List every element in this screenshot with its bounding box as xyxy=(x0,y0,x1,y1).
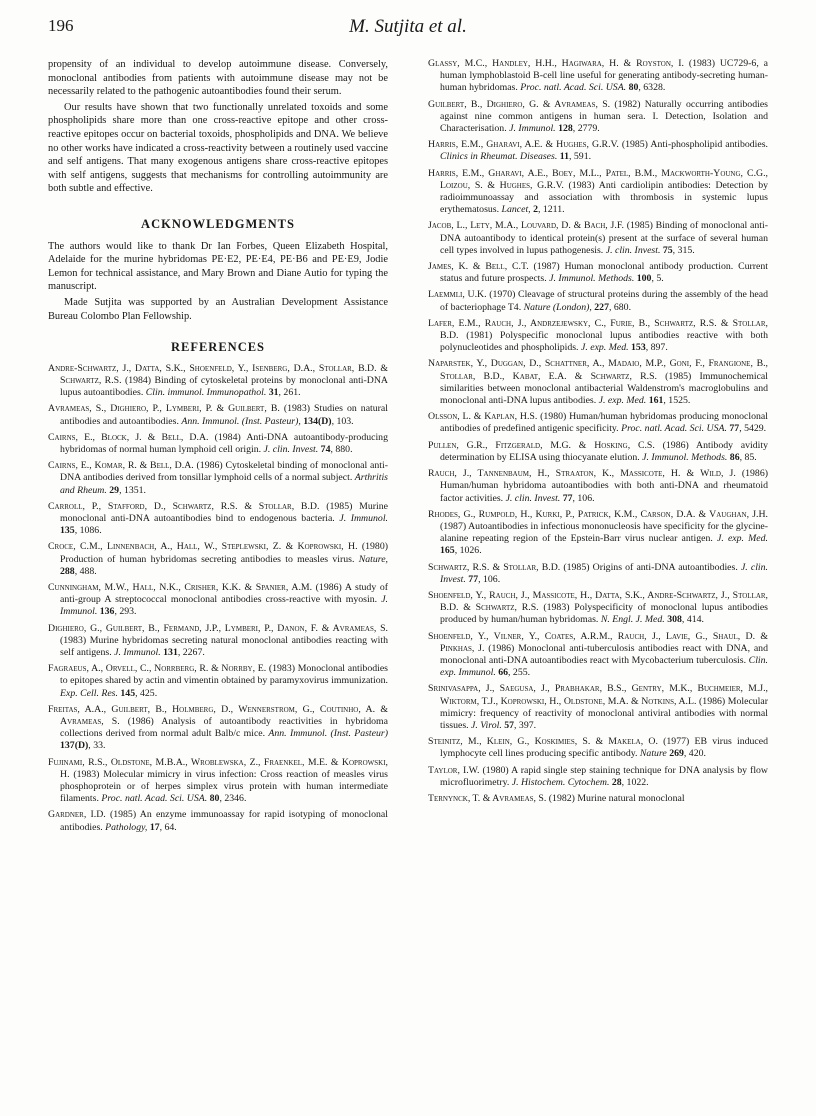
reference-journal: Arthritis and Rheum. xyxy=(60,472,388,496)
reference-authors: James, K. & Bell, C.T. xyxy=(428,261,529,273)
reference-entry xyxy=(428,590,768,627)
reference-journal: Proc. natl. Acad. Sci. USA. xyxy=(520,82,627,94)
reference-title: (1983) Studies on natural antibodies and autoantibodies. xyxy=(60,403,388,427)
reference-volume: 80 xyxy=(209,793,220,805)
reference-entry xyxy=(48,582,388,619)
reference-journal: J. Immunol. xyxy=(509,123,556,135)
reference-title: (1985) Origins of anti-DNA autoantibodies. xyxy=(563,561,738,573)
reference-volume: 135 xyxy=(60,525,75,537)
reference-volume: 145 xyxy=(120,687,136,699)
reference-pages: , 106. xyxy=(572,492,595,504)
reference-title: (1986) Monoclonal anti-tuberculosis antibodies react with DNA, and monoclonal anti-DNA autoantibodies react with Mycobacterium tuberculosis. xyxy=(440,642,768,666)
reference-authors: Shoenfeld, Y., Vilner, Y., Coates, A.R.M., Rauch, J., Lavie, G., Shaul, D. & Pinkhas, J. xyxy=(428,630,768,654)
reference-authors: Taylor, I.W. xyxy=(428,764,480,776)
reference-list-left xyxy=(48,363,388,834)
reference-entry xyxy=(428,440,768,464)
reference-title: (1986) A study of anti-group A streptococcal monoclonal antibodies cross-reactive with myosin. xyxy=(60,581,388,606)
intro-paragraph-1: propensity of an individual to develop autoimmune disease. Conversely, monoclonal antibodies from patients with autoimmune disease may not be necessarily related to the pathogenic autoantibodies found their serum. xyxy=(48,59,388,98)
reference-volume: 131 xyxy=(163,646,178,658)
reference-volume: 86 xyxy=(729,451,740,463)
reference-authors: Gardner, I.D. xyxy=(48,809,106,821)
reference-title: (1980) Production of human hybridomas secreting antibodies to measles virus. xyxy=(60,541,388,565)
reference-entry xyxy=(428,261,768,285)
reference-pages: , 2779. xyxy=(572,123,600,135)
reference-journal: Nature, xyxy=(358,553,388,565)
reference-volume: 31 xyxy=(268,387,279,399)
reference-volume: 77 xyxy=(562,492,573,504)
reference-title: (1983) Anti cardiolipin antibodies: Detection by radioimmunoassay and association with thrombosis in systemic lupus erythematosus. xyxy=(440,179,768,216)
acknowledgments-paragraph-2: Made Sutjita was supported by an Australian Development Assistance Bureau Colombo Plan Fellowship. xyxy=(48,296,388,322)
reference-title: (1986) Analysis of autoantibody reactivities in hybridoma collections derived from normal adult Balb/c mice. xyxy=(60,715,388,740)
reference-entry xyxy=(428,765,768,789)
left-column xyxy=(48,58,388,838)
reference-authors: Naparstek, Y., Duggan, D., Schattner, A., Madaio, M.P., Goni, F., Frangione, B., Stollar, B.D., Kabat, E.A. & Schwartz, R.S. xyxy=(428,358,768,382)
reference-journal: Nature xyxy=(639,748,667,760)
reference-journal: J. Virol. xyxy=(471,719,502,731)
reference-volume: 66 xyxy=(498,667,509,679)
reference-volume: 100 xyxy=(636,273,652,285)
reference-title: (1983) UC729-6, a human lymphoblastoid B-cell line useful for generating antibody-secreting human-human hybridomas. xyxy=(440,58,769,94)
reference-title: (1977) EB virus induced lymphocyte cell lines producing specific antibody. xyxy=(440,736,769,760)
reference-pages: , 103. xyxy=(331,415,354,427)
reference-title: (1987) Autoantibodies in infectious mononucleosis have specificity for the glycine-alanine repeating region of the Epstein-Barr virus nuclear antigen. xyxy=(440,520,768,545)
reference-journal: J. Immunol. Methods. xyxy=(642,451,728,463)
reference-journal: Clinics in Rheumat. Diseases. xyxy=(440,151,558,163)
reference-authors: Srinivasappa, J., Saegusa, J., Prabhakar, B.S., Gentry, M.K., Buchmeier, M.J., Wiktorm, T.J., Koprowski, H., Oldstone, M.A. & Notkins, A.L. xyxy=(428,683,768,707)
acknowledgments-heading: ACKNOWLEDGMENTS xyxy=(141,216,295,231)
page-number: 196 xyxy=(48,16,74,35)
reference-authors: Carroll, P., Stafford, D., Schwartz, R.S. & Stollar, B.D. xyxy=(48,500,320,512)
reference-entry xyxy=(428,509,768,558)
reference-title: (1985) Immunochemical similarities between monoclonal antibacterial Waldenstrom's macroglobulins and monoclonal anti-DNA lupus antibodies. xyxy=(440,370,769,407)
reference-volume: 75 xyxy=(662,244,673,256)
reference-title: (1980) A rapid single step staining technique for DNA analysis by flow microfluorimetry. xyxy=(440,764,769,788)
reference-volume: 269 xyxy=(669,748,684,760)
reference-volume: 161 xyxy=(648,395,664,407)
reference-volume: 136 xyxy=(99,606,115,618)
reference-authors: Pullen, G.R., Fitzgerald, M.G. & Hosking, C.S. xyxy=(428,439,655,451)
reference-authors: Rauch, J., Tannenbaum, H., Straaton, K., Massicote, H. & Wild, J. xyxy=(428,468,736,480)
reference-pages: , 425. xyxy=(135,687,158,699)
reference-title: (1985) Binding of monoclonal anti-DNA autoantibody to identical protein(s) present at the surface of several human cell types involved in lupus pathogenesis. xyxy=(440,220,769,256)
reference-authors: Croce, C.M., Linnenbach, A., Hall, W., Steplewski, Z. & Koprowski, H. xyxy=(48,541,358,553)
reference-title: (1983) Monoclonal antibodies to epitopes shared by actin and vimentin obtained by paramyxovirus immunization. xyxy=(60,663,388,687)
reference-pages: , 293. xyxy=(114,606,137,618)
reference-journal: J. clin. Invest. xyxy=(440,561,769,585)
reference-volume: 165 xyxy=(440,545,455,557)
reference-volume: 80 xyxy=(628,82,639,94)
reference-authors: Glassy, M.C., Handley, H.H., Hagiwara, H. & Royston, I. xyxy=(428,58,684,69)
reference-journal: Lancet, xyxy=(501,204,531,216)
reference-pages: , 1026. xyxy=(454,545,482,557)
reference-volume: 11 xyxy=(559,151,569,163)
reference-authors: Steinitz, M., Klein, G., Koskimies, S. & Makela, O. xyxy=(428,736,658,748)
reference-entry xyxy=(48,541,388,578)
reference-volume: 134(D) xyxy=(303,415,332,427)
reference-authors: Rhodes, G., Rumpold, H., Kurki, P., Patrick, K.M., Carson, D.A. & Vaughan, J.H. xyxy=(428,508,768,520)
reference-title: (1983) Murine hybridomas secreting natural monoclonal antibodies reacting with self antigens. xyxy=(60,634,388,658)
reference-entry xyxy=(428,468,768,505)
reference-list-right xyxy=(428,58,768,805)
reference-authors: Harris, E.M., Gharavi, A.E. & Hughes, G.R.V. xyxy=(428,139,619,151)
reference-title: (1970) Cleavage of structural proteins during the assembly of the head of bacteriophage T4. xyxy=(440,289,768,313)
reference-authors: Ternynck, T. & Avrameas, S. xyxy=(428,792,547,804)
reference-title: (1984) Binding of cytoskeletal proteins by monoclonal anti-DNA lupus autoantibodies. xyxy=(60,374,389,399)
reference-volume: 74 xyxy=(320,443,331,455)
reference-title: (1981) Polyspecific monoclonal lupus antibodies reactive with both polynucleotides and phospholipids. xyxy=(440,330,768,354)
reference-entry xyxy=(428,168,768,217)
reference-volume: 57 xyxy=(504,719,515,731)
reference-pages: , 85. xyxy=(739,451,757,463)
reference-title: (1982) Murine natural monoclonal xyxy=(548,792,685,804)
reference-entry xyxy=(48,432,388,456)
running-head: M. Sutjita et al. xyxy=(349,16,467,37)
reference-volume: 128 xyxy=(558,123,573,135)
reference-title: (1983) Polyspecificity of monoclonal lupus antibodies produced by human/human hybridomas. xyxy=(440,602,768,626)
reference-pages: , 6328. xyxy=(638,82,666,94)
right-column xyxy=(428,58,768,809)
reference-pages: , 1351. xyxy=(119,484,147,496)
reference-entry xyxy=(48,460,388,497)
reference-entry xyxy=(428,220,768,257)
reference-title: (1986) Antibody avidity determination by ELISA using thiocyanate elution. xyxy=(440,439,769,463)
reference-title: (1980) Human/human hybridomas producing monoclonal antibodies of predefined antigenic specificity. xyxy=(440,411,768,435)
reference-volume: 308 xyxy=(667,614,682,626)
reference-title: (1987) Human monoclonal antibody production. Current status and future prospects. xyxy=(440,261,769,285)
reference-journal: Clin. immunol. Immunopathol. xyxy=(145,387,267,399)
reference-entry xyxy=(48,363,388,400)
reference-journal: J. Immunol. xyxy=(60,594,388,618)
reference-volume: 227 xyxy=(594,301,609,313)
references-heading: REFERENCES xyxy=(170,340,266,355)
reference-journal: J. Immunol. xyxy=(114,646,161,658)
reference-entry xyxy=(48,757,388,806)
reference-entry xyxy=(428,358,768,407)
reference-title: (1985) Anti-phospholipid antibodies. xyxy=(621,139,769,151)
reference-volume: 2 xyxy=(533,204,538,216)
reference-authors: Cunningham, M.W., Hall, N.K., Crisher, K.K. & Spanier, A.M. xyxy=(48,581,313,593)
reference-authors: Fujinami, R.S., Oldstone, M.B.A., Wroblewska, Z., Fraenkel, M.E. & Koprowski, H. xyxy=(48,756,388,780)
reference-journal: Clin. exp. Immunol. xyxy=(440,654,768,679)
reference-journal: Pathology, xyxy=(105,821,148,833)
reference-entry xyxy=(48,704,388,753)
reference-pages: , 2267. xyxy=(177,646,205,658)
acknowledgments-paragraph-1: The authors would like to thank Dr Ian Forbes, Queen Elizabeth Hospital, Adelaide for the murine hybridomas PE·E2, PE·E4, PE·B6 and PE·E9, Jodie Lemon for technical assistance, and Mary Brown and Diane Autio for typing the manuscript. xyxy=(48,240,388,293)
reference-entry xyxy=(48,663,388,700)
reference-title: (1986) Human/human hybridoma autoantibodies with both anti-DNA and rheumatoid factor activities. xyxy=(440,468,768,504)
reference-authors: Lafer, E.M., Rauch, J., Andrzejewsky, C., Furie, B., Schwartz, R.S. & Stollar, B.D. xyxy=(428,317,768,342)
reference-pages: , 2346. xyxy=(219,793,247,805)
reference-volume: 288 xyxy=(60,565,75,577)
reference-volume: 17 xyxy=(149,821,160,833)
reference-pages: , 5429. xyxy=(739,423,767,435)
reference-entry xyxy=(428,99,768,136)
reference-authors: Freitas, A.A., Guilbert, B., Holmberg, D., Wennerstrom, G., Coutinho, A. & Avrameas, S. xyxy=(48,703,388,727)
reference-title: (1986) Cytoskeletal binding of monoclonal anti-DNA antibodies derived from tonsillar lymphoid cells of a normal subject. xyxy=(60,460,388,484)
reference-volume: 29 xyxy=(109,484,120,496)
reference-authors: Harris, E.M., Gharavi, A.E., Boey, M.L., Patel, B.M., Mackworth-Young, C.G., Loizou, S. & Hughes, G.R.V. xyxy=(428,167,768,191)
reference-pages: , 106. xyxy=(478,573,501,585)
reference-journal: Nature (London), xyxy=(523,301,592,313)
reference-entry xyxy=(428,683,768,732)
reference-entry xyxy=(48,501,388,538)
reference-pages: , 397. xyxy=(514,719,537,731)
reference-pages: , 261. xyxy=(278,387,301,399)
intro-paragraph-2: Our results have shown that two functionally unrelated toxoids and some phospholipids share more than one cross-reactive epitope and other cross-reactive epitopes occur on bacterial toxoids, phospholipids and DNA. We believe no other works have indicated a cross-reactivity between a routinely used vaccine and self antigens. That many exogenous antigens share cross-reactive epitopes with self antigens, suggests that mechanisms for controlling autoimmunity are both subtle and effective. xyxy=(48,101,388,195)
reference-title: (1983) Molecular mimicry in virus infection: Cross reaction of measles virus phosphoprotein or of herpes simplex virus protein with human intermediate filaments. xyxy=(60,768,388,805)
reference-journal: J. Histochem. Cytochem. xyxy=(511,776,610,788)
reference-volume: 137(D) xyxy=(60,740,89,752)
reference-entry xyxy=(428,58,768,95)
reference-pages: , 1525. xyxy=(663,395,691,407)
reference-title: (1986) Molecular mimicry: frequency of reactivity of monoclonal antiviral antibodies with normal tissues. xyxy=(440,695,769,731)
reference-entry xyxy=(428,139,768,163)
reference-journal: J. clin. Invest. xyxy=(505,492,561,504)
reference-title: (1985) An enzyme immunoassay for rapid isotyping of monoclonal antibodies. xyxy=(60,809,388,833)
reference-pages: , 5. xyxy=(651,273,664,285)
reference-pages: , 880. xyxy=(330,443,353,455)
reference-authors: Olsson, L. & Kaplan, H.S. xyxy=(428,411,538,423)
reference-pages: , 33. xyxy=(88,740,106,752)
reference-journal: J. exp. Med. xyxy=(717,533,768,545)
reference-entry xyxy=(428,562,768,586)
reference-journal: J. Immunol. Methods. xyxy=(549,273,635,285)
reference-pages: , 315. xyxy=(672,244,695,256)
reference-authors: Laemmli, U.K. xyxy=(428,289,487,301)
reference-journal: Ann. Immunol. (Inst. Pasteur), xyxy=(181,415,301,427)
reference-entry xyxy=(428,318,768,355)
reference-pages: , 1022. xyxy=(621,776,649,788)
reference-volume: 153 xyxy=(631,342,646,354)
reference-journal: N. Engl. J. Med. xyxy=(600,614,665,626)
reference-pages: , 1211. xyxy=(537,204,565,216)
reference-authors: Avrameas, S., Dighiero, P., Lymberi, P. & Guilbert, B. xyxy=(48,403,280,415)
reference-pages: , 420. xyxy=(683,748,706,760)
reference-pages: , 591. xyxy=(569,151,592,163)
reference-pages: , 680. xyxy=(608,301,632,313)
reference-volume: 28 xyxy=(611,776,622,788)
reference-volume: 77 xyxy=(729,423,740,435)
reference-authors: Fagraeus, A., Orvell, C., Norrberg, R. & Norrby, E. xyxy=(48,663,267,675)
reference-journal: J. exp. Med. xyxy=(580,342,629,354)
reference-entry xyxy=(428,631,768,680)
reference-authors: Dighiero, G., Guilbert, B., Fermand, J.P., Lymberi, P., Danon, F. & Avrameas, S. xyxy=(48,622,388,634)
reference-title: (1985) Murine monoclonal anti-DNA autoantibodies bind to endogenous bacteria. xyxy=(60,500,388,524)
reference-journal: Proc. natl. Acad. Sci. USA. xyxy=(621,423,727,435)
reference-entry xyxy=(428,736,768,760)
reference-journal: J. exp. Med. xyxy=(598,395,647,407)
reference-entry xyxy=(48,403,388,427)
reference-entry xyxy=(428,411,768,435)
reference-title: (1984) Anti-DNA autoantibody-producing hybridomas of normal human lymphoid cell origin. xyxy=(60,431,388,455)
reference-pages: , 64. xyxy=(159,821,177,833)
reference-journal: J. Immunol. xyxy=(339,512,388,524)
reference-authors: Cairns, E., Komar, R. & Bell, D.A. xyxy=(48,460,194,472)
reference-entry xyxy=(48,809,388,833)
page-header xyxy=(48,16,768,46)
reference-authors: Shoenfeld, Y., Rauch, J., Massicote, H., Datta, S.K., Andre-Schwartz, J., Stollar, B.D. & Schwartz, R.S. xyxy=(428,589,768,614)
reference-journal: Ann. Immunol. (Inst. Pasteur) xyxy=(268,728,388,740)
reference-pages: , 1086. xyxy=(74,525,102,537)
reference-entry xyxy=(48,623,388,660)
reference-authors: Andre-Schwartz, J., Datta, S.K., Shoenfeld, Y., Isenberg, D.A., Stollar, B.D. & Schwartz, R.S. xyxy=(48,362,388,386)
reference-journal: Proc. natl. Acad. Sci. USA. xyxy=(101,793,208,805)
reference-authors: Guilbert, B., Dighiero, G. & Avrameas, S. xyxy=(428,98,611,110)
reference-pages: , 414. xyxy=(681,614,704,626)
reference-pages: , 255. xyxy=(508,667,531,679)
reference-authors: Jacob, L., Lety, M.A., Louvard, D. & Bach, J.F. xyxy=(428,220,624,232)
reference-volume: 77 xyxy=(468,573,479,585)
reference-title: (1982) Naturally occurring antibodies against nine common antigens in human sera. I. Detection, Isolation and Characterisation. xyxy=(440,98,768,135)
reference-journal: Exp. Cell. Res. xyxy=(60,687,118,699)
reference-pages: , 897. xyxy=(645,342,668,354)
reference-journal: J. clin. Invest. xyxy=(263,443,319,455)
reference-journal: J. clin. Invest. xyxy=(605,244,661,256)
reference-entry xyxy=(428,289,768,313)
reference-pages: , 488. xyxy=(74,565,97,577)
reference-authors: Cairns, E., Block, J. & Bell, D.A. xyxy=(48,431,209,443)
reference-authors: Schwartz, R.S. & Stollar, B.D. xyxy=(428,561,561,573)
reference-entry xyxy=(428,793,768,805)
